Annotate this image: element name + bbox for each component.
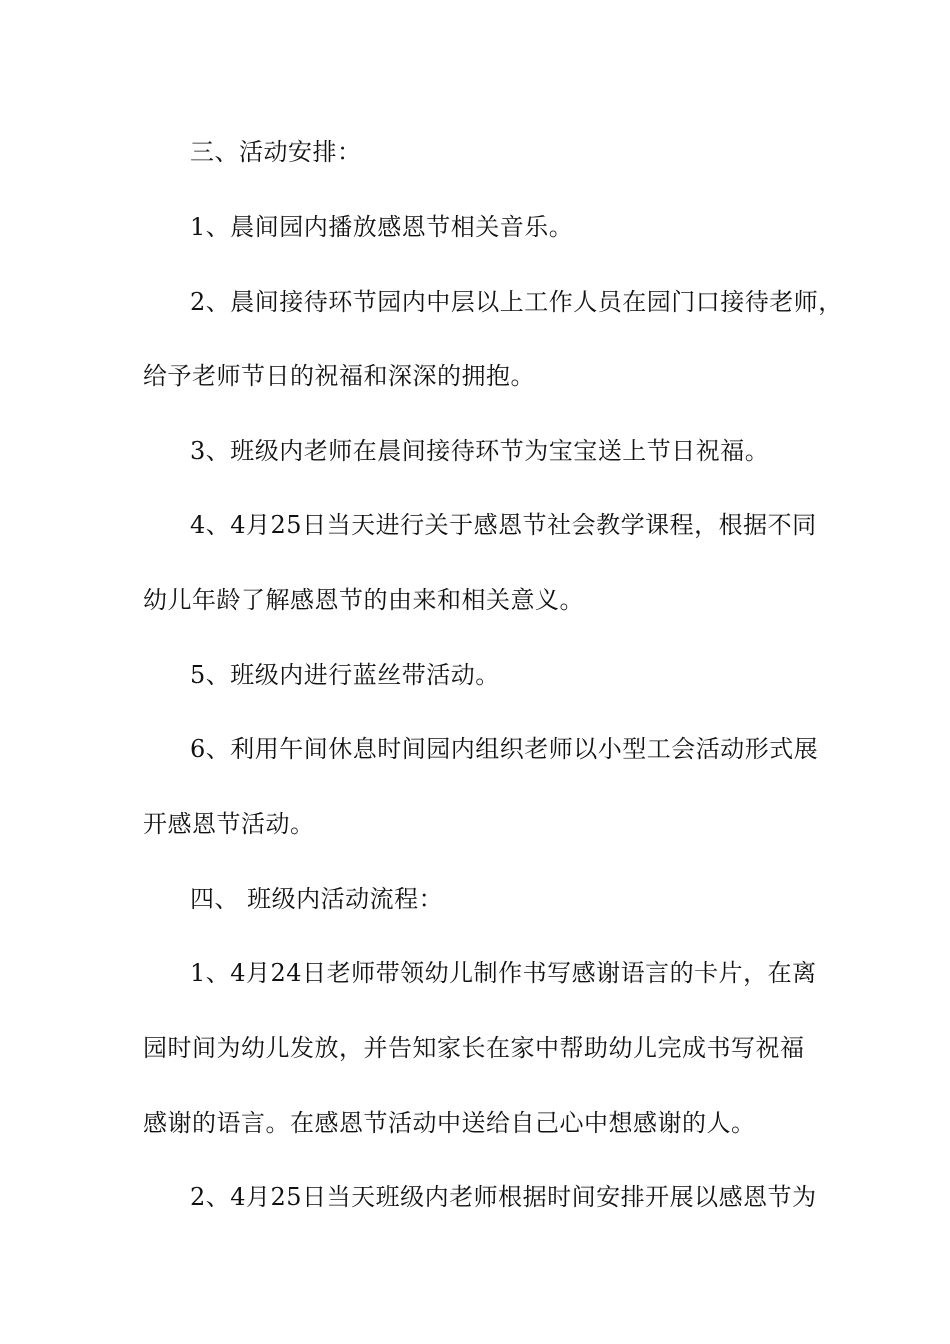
paragraph-line: 2、4月25日当天班级内老师根据时间安排开展以感恩节为: [190, 1183, 817, 1211]
paragraph-line: 2、晨间接待环节园内中层以上工作人员在园门口接待老师，: [190, 288, 843, 316]
paragraph-line: 4、4月25日当天进行关于感恩节社会教学课程，根据不同: [190, 511, 817, 539]
paragraph-line: 园时间为幼儿发放，并告知家长在家中帮助幼儿完成书写祝福: [143, 1034, 805, 1062]
paragraph-line: 给予老师节日的祝福和深深的拥抱。: [143, 362, 535, 390]
paragraph-line: 3、班级内老师在晨间接待环节为宝宝送上节日祝福。: [190, 437, 770, 465]
paragraph-line: 感谢的语言。在感恩节活动中送给自己心中想感谢的人。: [143, 1109, 756, 1137]
paragraph-line: 6、利用午间休息时间园内组织老师以小型工会活动形式展: [190, 735, 819, 763]
paragraph-line: 1、晨间园内播放感恩节相关音乐。: [190, 213, 574, 241]
section-heading: 三、活动安排：: [190, 138, 362, 166]
paragraph-line: 5、班级内进行蓝丝带活动。: [190, 661, 500, 689]
paragraph-line: 1、4月24日老师带领幼儿制作书写感谢语言的卡片，在离: [190, 959, 817, 987]
paragraph-line: 幼儿年龄了解感恩节的由来和相关意义。: [143, 586, 584, 614]
paragraph-line: 开感恩节活动。: [143, 810, 315, 838]
section-heading: 四、 班级内活动流程：: [190, 885, 444, 913]
